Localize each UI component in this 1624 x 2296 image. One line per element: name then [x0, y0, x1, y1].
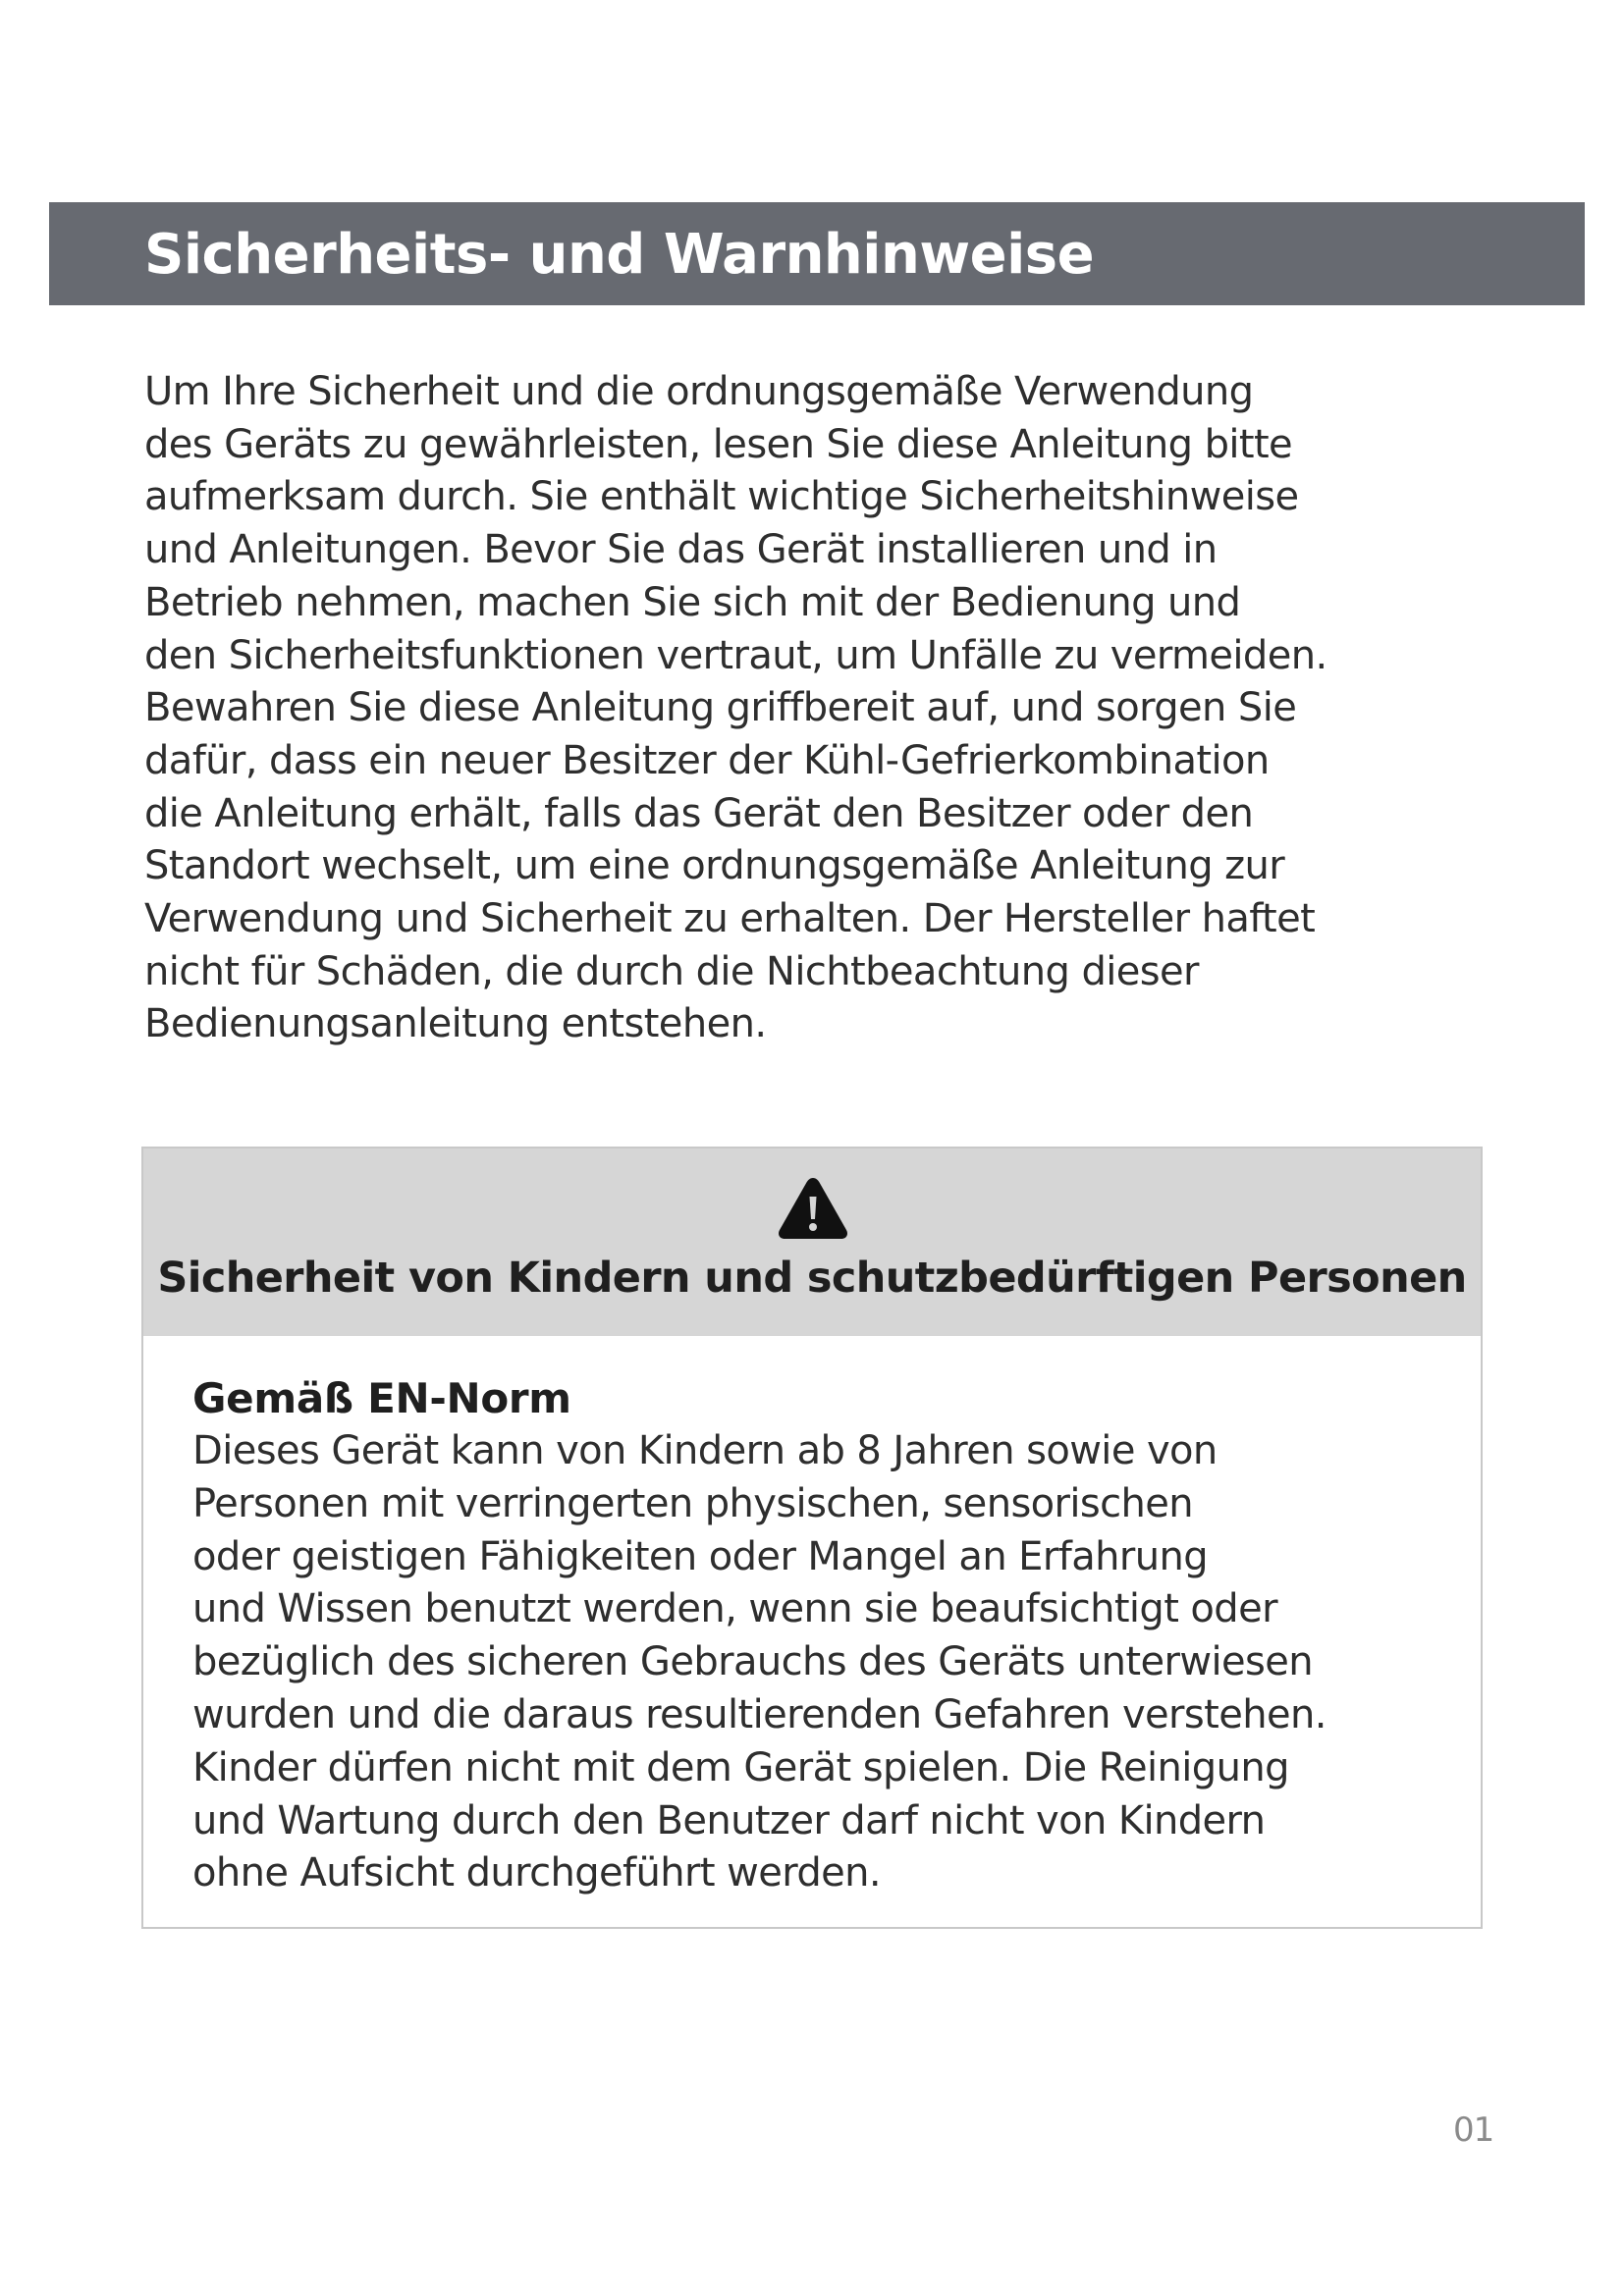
warning-title: Sicherheit von Kindern und schutzbedürftigen Personen — [157, 1254, 1467, 1303]
intro-line: Betrieb nehmen, machen Sie sich mit der Bedienung und — [144, 579, 1241, 625]
intro-line: die Anleitung erhält, falls das Gerät den Besitzer oder den — [144, 790, 1254, 836]
warning-line: Personen mit verringerten physischen, sensorischen — [192, 1480, 1194, 1526]
warning-line: ohne Aufsicht durchgeführt werden. — [192, 1850, 882, 1896]
section-title-bar — [49, 202, 1585, 305]
warning-line: Dieses Gerät kann von Kindern ab 8 Jahren sowie von — [192, 1428, 1218, 1473]
intro-line: des Geräts zu gewährleisten, lesen Sie diese Anleitung bitte — [144, 421, 1293, 467]
intro-line: und Anleitungen. Bevor Sie das Gerät installieren und in — [144, 527, 1218, 573]
intro-line: Um Ihre Sicherheit und die ordnungsgemäße Verwendung — [144, 369, 1254, 414]
warning-line: bezüglich des sicheren Gebrauchs des Geräts unterwiesen — [192, 1639, 1313, 1685]
intro-line: aufmerksam durch. Sie enthält wichtige Sicherheitshinweise — [144, 474, 1299, 520]
warning-line: und Wissen benutzt werden, wenn sie beaufsichtigt oder — [192, 1586, 1277, 1632]
warning-header — [143, 1148, 1481, 1336]
intro-line: nicht für Schäden, die durch die Nichtbeachtung dieser — [144, 948, 1199, 994]
intro-line: Standort wechselt, um eine ordnungsgemäße Anleitung zur — [144, 843, 1285, 889]
warning-triangle-icon — [776, 1175, 850, 1242]
intro-line: dafür, dass ein neuer Besitzer der Kühl-Gefrierkombination — [144, 737, 1270, 783]
intro-line: Verwendung und Sicherheit zu erhalten. Der Hersteller haftet — [144, 896, 1316, 942]
warning-line: oder geistigen Fähigkeiten oder Mangel an Erfahrung — [192, 1533, 1208, 1579]
warning-line: Kinder dürfen nicht mit dem Gerät spielen. Die Reinigung — [192, 1744, 1289, 1790]
intro-line: den Sicherheitsfunktionen vertraut, um Unfälle zu vermeiden. — [144, 632, 1327, 678]
norm-heading: Gemäß EN-Norm — [192, 1374, 571, 1422]
warning-line: und Wartung durch den Benutzer darf nicht von Kindern — [192, 1797, 1266, 1843]
page-title: Sicherheits- und Warnhinweise — [144, 223, 1095, 287]
child-safety-warning-box — [141, 1147, 1483, 1929]
page-number: 01 — [1453, 2110, 1494, 2150]
intro-line: Bewahren Sie diese Anleitung griffbereit auf, und sorgen Sie — [144, 685, 1297, 731]
intro-line: Bedienungsanleitung entstehen. — [144, 1001, 767, 1047]
warning-body — [192, 1372, 1469, 1900]
warning-line: wurden und die daraus resultierenden Gefahren verstehen. — [192, 1691, 1326, 1737]
warning-text — [192, 1425, 1469, 1900]
intro-paragraph — [144, 366, 1460, 1051]
